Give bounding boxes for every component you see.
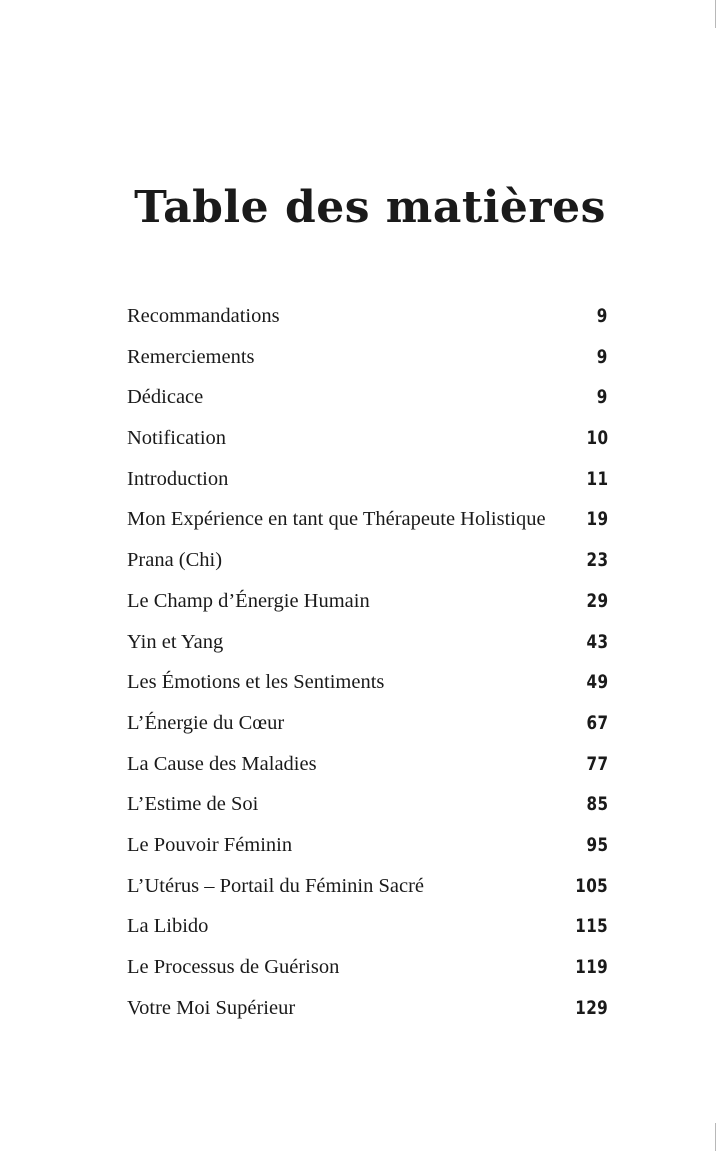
toc-entry[interactable] — [127, 341, 608, 382]
table-of-contents — [127, 300, 608, 1032]
toc-entry-page-number: 9 — [597, 345, 608, 368]
toc-entry[interactable] — [127, 829, 608, 870]
toc-entry[interactable] — [127, 463, 608, 504]
toc-entry-page-number: 19 — [586, 508, 608, 531]
toc-entry-page-number: 23 — [586, 549, 608, 572]
toc-entry-page-number: 129 — [575, 996, 608, 1019]
toc-entry-page-number: 10 — [586, 427, 608, 450]
toc-entry[interactable] — [127, 951, 608, 992]
toc-entry-page-number: 9 — [597, 386, 608, 409]
page-edge-mark-bottom — [715, 1123, 716, 1151]
toc-entry-label: Yin et Yang — [127, 630, 224, 653]
toc-entry-page-number: 29 — [586, 589, 608, 612]
toc-entry-label: L’Estime de Soi — [127, 793, 259, 816]
toc-entry[interactable] — [127, 748, 608, 789]
toc-entry-page-number: 95 — [586, 833, 608, 856]
toc-entry[interactable] — [127, 666, 608, 707]
toc-entry[interactable] — [127, 992, 608, 1033]
toc-entry[interactable] — [127, 503, 608, 544]
toc-entry-label: Notification — [127, 427, 227, 450]
toc-entry[interactable] — [127, 422, 608, 463]
toc-entry-label: Remerciements — [127, 345, 255, 368]
toc-entry[interactable] — [127, 381, 608, 422]
toc-entry-page-number: 43 — [586, 630, 608, 653]
toc-entry-label: Le Champ d’Énergie Humain — [127, 589, 370, 612]
toc-entry-label: Dédicace — [127, 386, 204, 409]
toc-entry-label: L’Énergie du Cœur — [127, 711, 285, 734]
toc-entry[interactable] — [127, 585, 608, 626]
toc-entry[interactable] — [127, 870, 608, 911]
toc-entry-label: Votre Moi Supérieur — [127, 996, 296, 1019]
page-edge-mark-top — [715, 0, 716, 28]
toc-entry[interactable] — [127, 788, 608, 829]
toc-entry-page-number: 85 — [586, 793, 608, 816]
toc-entry-label: Le Processus de Guérison — [127, 956, 340, 978]
toc-entry[interactable] — [127, 544, 608, 585]
toc-entry-page-number: 115 — [575, 915, 608, 938]
toc-entry-label: Le Pouvoir Féminin — [127, 833, 293, 856]
toc-entry-label: La Libido — [127, 915, 209, 938]
toc-entry[interactable] — [127, 910, 608, 951]
toc-entry-page-number: 77 — [586, 752, 608, 775]
toc-entry-label: Les Émotions et les Sentiments — [127, 671, 385, 694]
toc-entry-label: Mon Expérience en tant que Thérapeute Holistique — [127, 508, 546, 531]
toc-entry[interactable] — [127, 300, 608, 341]
page-title: Table des matières — [134, 182, 606, 233]
toc-entry-label: La Cause des Maladies — [127, 752, 317, 775]
toc-entry[interactable] — [127, 707, 608, 748]
toc-entry-page-number: 119 — [575, 956, 608, 978]
toc-entry-label: Introduction — [127, 467, 229, 490]
toc-entry-page-number: 105 — [575, 874, 608, 897]
toc-entry-page-number: 9 — [597, 305, 608, 327]
toc-entry-page-number: 49 — [586, 671, 608, 694]
toc-entry[interactable] — [127, 626, 608, 667]
toc-entry-page-number: 11 — [586, 467, 608, 490]
toc-entry-page-number: 67 — [586, 711, 608, 734]
toc-entry-label: Recommandations — [127, 305, 280, 327]
toc-entry-label: L’Utérus – Portail du Féminin Sacré — [127, 874, 425, 897]
toc-entry-label: Prana (Chi) — [127, 549, 223, 572]
